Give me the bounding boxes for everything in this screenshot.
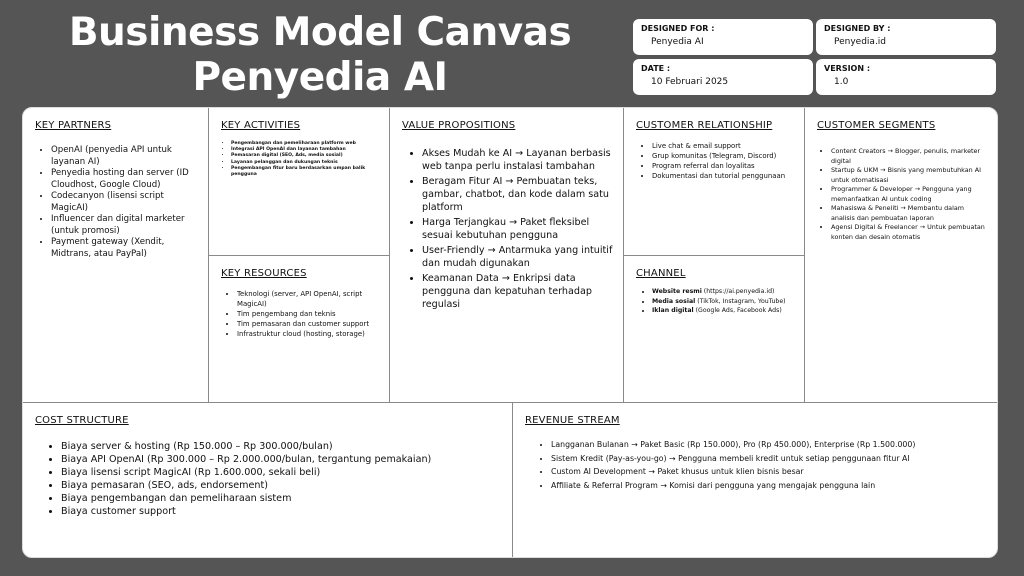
list-item: • Grup komunitas (Telegram, Discord) <box>652 151 794 161</box>
designed-by-label: DESIGNED BY : <box>824 24 891 33</box>
designed-for-value: Penyedia AI <box>651 37 704 47</box>
list-item: • Biaya customer support <box>61 505 502 518</box>
customer-relationship-title: CUSTOMER RELATIONSHIP <box>636 120 773 131</box>
list-item: • Programmer & Developer → Pengguna yang memanfaatkan AI untuk coding <box>831 185 989 204</box>
customer-relationship-list <box>636 141 794 181</box>
list-item: • Affiliate & Referral Program → Komisi dari pengguna yang mengajak pengguna lain <box>551 481 989 492</box>
key-activities-list <box>221 141 379 178</box>
channel-item-detail: (TikTok, Instagram, YouTube) <box>695 297 786 305</box>
list-item: • Langganan Bulanan → Paket Basic (Rp 150.000), Pro (Rp 450.000), Enterprise (Rp 1.500.000) <box>551 440 989 451</box>
list-item: • Pengembangan dan pemeliharaan platform web <box>231 141 379 147</box>
list-item: • OpenAI (penyedia API untuk layanan AI) <box>51 145 198 168</box>
list-item: • Tim pemasaran dan customer support <box>237 319 379 329</box>
business-model-canvas <box>22 107 998 558</box>
list-item: • Content Creators → Blogger, penulis, marketer digital <box>831 147 989 166</box>
list-item: • Custom AI Development → Paket khusus untuk klien bisnis besar <box>551 467 989 478</box>
channel-item-detail: (Google Ads, Facebook Ads) <box>693 307 782 314</box>
list-item: • Influencer dan digital marketer (untuk promosi) <box>51 214 198 237</box>
date-box <box>633 59 813 95</box>
list-item: • Live chat & email support <box>652 141 794 151</box>
list-item: • Agensi Digital & Freelancer → Untuk pembuatan konten dan desain otomatis <box>831 223 989 242</box>
list-item: • User-Friendly → Antarmuka yang intuitif dan mudah digunakan <box>422 244 613 270</box>
list-item: • Penyedia hosting dan server (ID Cloudhost, Google Cloud) <box>51 168 198 191</box>
designed-by-box <box>816 19 996 55</box>
cost-structure-list <box>35 440 502 518</box>
list-item: • Infrastruktur cloud (hosting, storage) <box>237 329 379 339</box>
key-partners-title: KEY PARTNERS <box>35 120 112 131</box>
list-item: • Biaya pengembangan dan pemeliharaan sistem <box>61 492 502 505</box>
list-item: • Mahasiswa & Peneliti → Membantu dalam analisis dan pembuatan laporan <box>831 204 989 223</box>
list-item: • Biaya API OpenAI (Rp 300.000 – Rp 2.000.000/bulan, tergantung pemakaian) <box>61 453 502 466</box>
list-item: • Akses Mudah ke AI → Layanan berbasis web tanpa perlu instalasi tambahan <box>422 147 613 173</box>
list-item: • Layanan pelanggan dan dukungan teknis <box>231 160 379 166</box>
customer-relationship-section <box>624 108 805 256</box>
list-item <box>652 297 794 307</box>
revenue-stream-list <box>525 440 989 491</box>
value-propositions-list <box>402 147 613 311</box>
version-value: 1.0 <box>834 77 849 87</box>
channel-list <box>636 287 794 316</box>
key-partners-section <box>23 108 209 402</box>
title-line-1: Business Model Canvas <box>68 10 572 55</box>
key-activities-section <box>209 108 390 256</box>
title-line-2: Penyedia AI <box>192 55 448 100</box>
list-item: • Harga Terjangkau → Paket fleksibel sesuai kebutuhan pengguna <box>422 216 613 242</box>
revenue-stream-section <box>513 402 998 558</box>
customer-segments-list <box>817 147 989 242</box>
list-item <box>652 306 794 316</box>
key-resources-section <box>209 256 390 402</box>
channel-item-detail: (https://ai.penyedia.id) <box>701 288 775 295</box>
revenue-stream-title: REVENUE STREAM <box>525 415 620 426</box>
list-item: • Tim pengembang dan teknis <box>237 309 379 319</box>
list-item: • Codecanyon (lisensi script MagicAI) <box>51 191 198 214</box>
key-resources-title: KEY RESOURCES <box>221 268 307 279</box>
list-item: • Biaya lisensi script MagicAI (Rp 1.600.000, sekali beli) <box>61 466 502 479</box>
channel-item-name: Media sosial <box>652 297 696 305</box>
key-activities-title: KEY ACTIVITIES <box>221 120 301 131</box>
list-item: • Biaya server & hosting (Rp 150.000 – Rp 300.000/bulan) <box>61 440 502 453</box>
version-label: VERSION : <box>824 64 871 73</box>
list-item: • Beragam Fitur AI → Pembuatan teks, gambar, chatbot, dan kode dalam satu platform <box>422 175 613 214</box>
date-label: DATE : <box>641 64 671 73</box>
list-item: • Payment gateway (Xendit, Midtrans, atau PayPal) <box>51 237 198 260</box>
list-item: • Pemasaran digital (SEO, Ads, media sosial) <box>231 153 379 159</box>
value-propositions-section <box>390 108 624 402</box>
list-item: • Program referral dan loyalitas <box>652 161 794 171</box>
list-item: • Biaya pemasaran (SEO, ads, endorsement) <box>61 479 502 492</box>
customer-segments-title: CUSTOMER SEGMENTS <box>817 120 936 131</box>
list-item: • Sistem Kredit (Pay-as-you-go) → Pengguna membeli kredit untuk setiap penggunaan fitur AI <box>551 454 989 465</box>
date-value: 10 Februari 2025 <box>651 77 729 87</box>
designed-for-label: DESIGNED FOR : <box>641 24 715 33</box>
list-item: • Startup & UKM → Bisnis yang membutuhkan AI untuk otomatisasi <box>831 166 989 185</box>
channel-title: CHANNEL <box>636 268 686 279</box>
list-item: • Teknologi (server, API OpenAI, script MagicAI) <box>237 289 379 309</box>
page-title <box>40 10 600 100</box>
version-box <box>816 59 996 95</box>
designed-for-box <box>633 19 813 55</box>
cost-structure-title: COST STRUCTURE <box>35 415 129 426</box>
key-partners-list <box>35 145 198 260</box>
list-item: • Integrasi API OpenAI dan layanan tambahan <box>231 147 379 153</box>
key-resources-list <box>221 289 379 339</box>
list-item <box>652 287 794 297</box>
list-item: • Keamanan Data → Enkripsi data pengguna dan kepatuhan terhadap regulasi <box>422 272 613 311</box>
list-item: • Pengembangan fitur baru berdasarkan umpan balik pengguna <box>231 166 379 178</box>
list-item: • Dokumentasi dan tutorial penggunaan <box>652 171 794 181</box>
channel-item-name: Website resmi <box>652 288 702 295</box>
channel-item-name: Iklan digital <box>652 307 694 314</box>
customer-segments-section <box>805 108 998 402</box>
designed-by-value: Penyedia.id <box>834 37 887 47</box>
channel-section <box>624 256 805 402</box>
cost-structure-section <box>23 402 513 558</box>
value-propositions-title: VALUE PROPOSITIONS <box>402 120 516 131</box>
